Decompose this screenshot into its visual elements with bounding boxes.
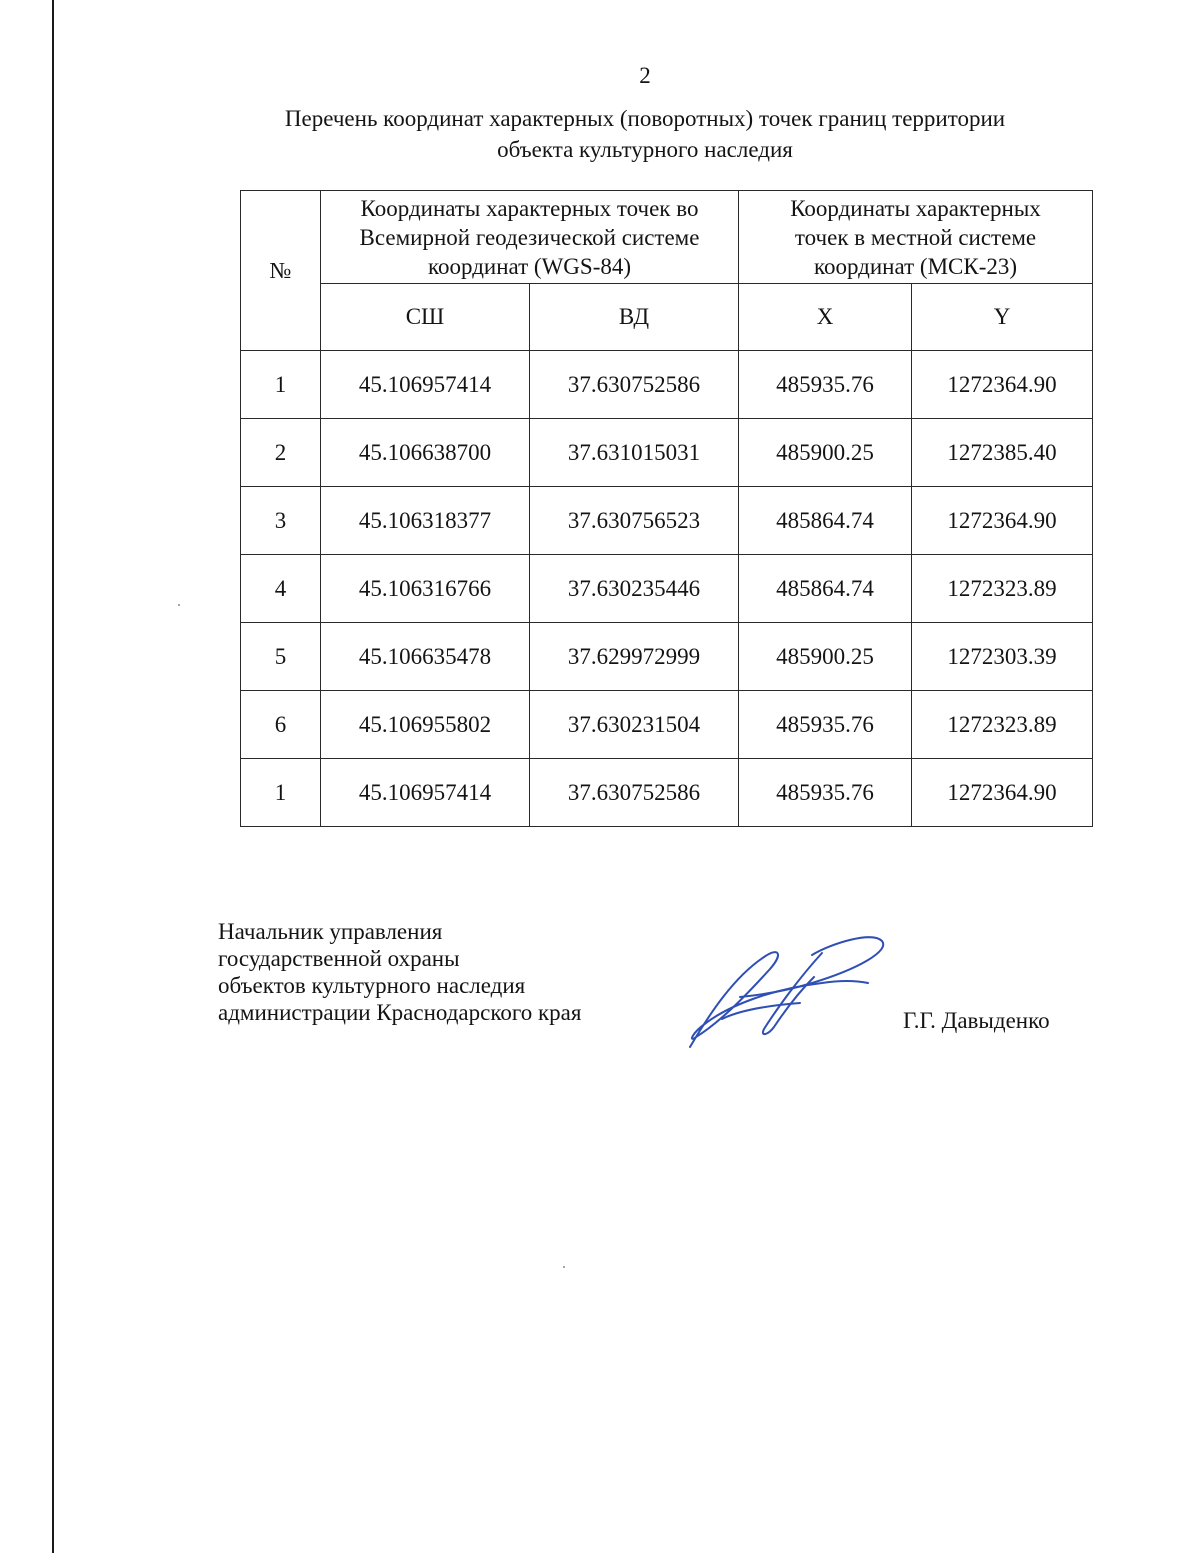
cell-x: 485900.25	[739, 623, 912, 691]
header-y: Y	[912, 284, 1093, 351]
scan-speck	[178, 604, 180, 606]
header-wgs84-line-1: Координаты характерных точек во	[360, 195, 699, 221]
signer-position-line-1: Начальник управления	[218, 919, 443, 944]
table-row	[241, 623, 1093, 691]
cell-latitude: 45.106635478	[321, 623, 530, 691]
table-row	[241, 487, 1093, 555]
cell-number: 3	[241, 487, 321, 555]
signer-position-line-4: администрации Краснодарского края	[218, 1000, 582, 1025]
cell-y: 1272323.89	[912, 691, 1093, 759]
cell-number: 1	[241, 351, 321, 419]
table-subheader-row	[241, 284, 1093, 351]
table-row	[241, 419, 1093, 487]
cell-y: 1272364.90	[912, 759, 1093, 827]
header-wgs84-group	[321, 191, 739, 284]
cell-x: 485935.76	[739, 691, 912, 759]
header-x: X	[739, 284, 912, 351]
cell-latitude: 45.106957414	[321, 759, 530, 827]
table-row	[241, 759, 1093, 827]
cell-longitude: 37.630756523	[530, 487, 739, 555]
header-msk23-group	[739, 191, 1093, 284]
cell-latitude: 45.106318377	[321, 487, 530, 555]
signer-position	[218, 918, 581, 1026]
page-left-border	[52, 0, 54, 1553]
cell-latitude: 45.106955802	[321, 691, 530, 759]
cell-latitude: 45.106638700	[321, 419, 530, 487]
header-msk23-line-3: координат (МСК-23)	[813, 253, 1018, 279]
header-longitude: ВД	[530, 284, 739, 351]
scan-speck	[563, 1266, 565, 1268]
coordinates-table	[240, 190, 1093, 827]
signer-position-line-2: государственной охраны	[218, 946, 460, 971]
cell-longitude: 37.629972999	[530, 623, 739, 691]
header-wgs84-line-2: Всемирной геодезической системе	[359, 224, 700, 250]
header-wgs84-line-3: координат (WGS-84)	[427, 253, 632, 279]
cell-latitude: 45.106957414	[321, 351, 530, 419]
cell-y: 1272364.90	[912, 487, 1093, 555]
cell-x: 485935.76	[739, 351, 912, 419]
header-msk23-line-2: точек в местной системе	[794, 224, 1037, 250]
header-msk23-line-1: Координаты характерных	[790, 195, 1041, 221]
cell-longitude: 37.630752586	[530, 351, 739, 419]
document-title-line-2: объекта культурного наследия	[497, 137, 793, 162]
cell-x: 485864.74	[739, 555, 912, 623]
document-title-line-1: Перечень координат характерных (поворотных) точек границ территории	[284, 106, 1006, 131]
cell-x: 485935.76	[739, 759, 912, 827]
cell-number: 2	[241, 419, 321, 487]
cell-number: 5	[241, 623, 321, 691]
document-title	[225, 103, 1065, 165]
table-header-row	[241, 191, 1093, 284]
signer-name: Г.Г. Давыденко	[903, 1008, 1050, 1033]
cell-longitude: 37.630752586	[530, 759, 739, 827]
table-row	[241, 691, 1093, 759]
cell-number: 4	[241, 555, 321, 623]
cell-number: 1	[241, 759, 321, 827]
cell-y: 1272364.90	[912, 351, 1093, 419]
cell-number: 6	[241, 691, 321, 759]
signer-position-line-3: объектов культурного наследия	[218, 973, 526, 998]
cell-longitude: 37.630231504	[530, 691, 739, 759]
cell-longitude: 37.631015031	[530, 419, 739, 487]
cell-y: 1272323.89	[912, 555, 1093, 623]
cell-y: 1272303.39	[912, 623, 1093, 691]
cell-longitude: 37.630235446	[530, 555, 739, 623]
cell-x: 485900.25	[739, 419, 912, 487]
header-number: №	[241, 191, 321, 351]
cell-latitude: 45.106316766	[321, 555, 530, 623]
cell-y: 1272385.40	[912, 419, 1093, 487]
table-row	[241, 351, 1093, 419]
page-number: 2	[639, 63, 651, 88]
handwritten-signature	[682, 925, 892, 1055]
table-row	[241, 555, 1093, 623]
cell-x: 485864.74	[739, 487, 912, 555]
header-latitude: СШ	[321, 284, 530, 351]
